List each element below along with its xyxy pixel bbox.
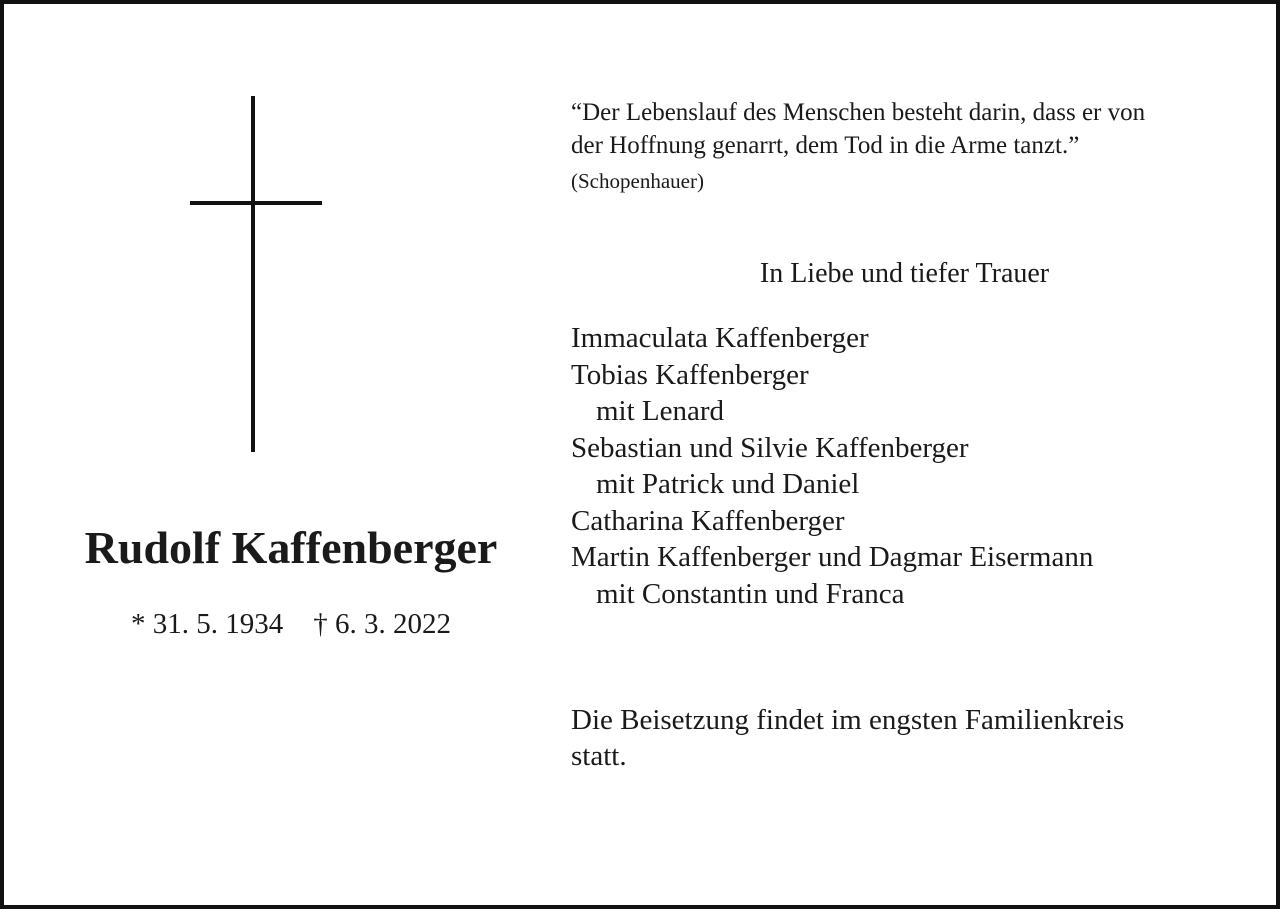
quote-author: (Schopenhauer) [571, 169, 704, 193]
cross-vertical-bar [251, 96, 255, 452]
mourner-item: Martin Kaffenberger und Dagmar Eisermann [571, 541, 1094, 573]
cross-horizontal-bar [190, 201, 322, 205]
mourner-item: Catharina Kaffenberger [571, 504, 845, 537]
mourner-item: Immaculata Kaffenberger [571, 322, 869, 354]
mourner-item: mit Patrick und Daniel [596, 468, 860, 500]
deceased-name: Rudolf Kaffenberger [84, 522, 498, 573]
burial-notice-line: statt. [571, 740, 627, 772]
burial-notice-line: Die Beisetzung findet im engsten Familienkreis [571, 704, 1125, 736]
life-dates [4, 606, 578, 642]
mourner-item: Tobias Kaffenberger [571, 358, 809, 391]
mourner-item: Sebastian und Silvie Kaffenberger [571, 431, 969, 464]
death-date: † 6. 3. 2022 [313, 608, 451, 640]
grief-line: In Liebe und tiefer Trauer [759, 258, 1050, 289]
burial-notice [571, 702, 1231, 774]
mourners-list [571, 320, 1093, 612]
mourner-item: mit Lenard [596, 395, 725, 427]
birth-date: * 31. 5. 1934 [131, 608, 284, 640]
mourner-item: mit Constantin und Franca [596, 577, 905, 610]
quote-line: der Hoffnung genarrt, dem Tod in die Arme tanzt.” [571, 132, 1080, 159]
quote-line: “Der Lebenslauf des Menschen besteht darin, dass er von [571, 99, 1146, 126]
quote [571, 96, 1251, 162]
